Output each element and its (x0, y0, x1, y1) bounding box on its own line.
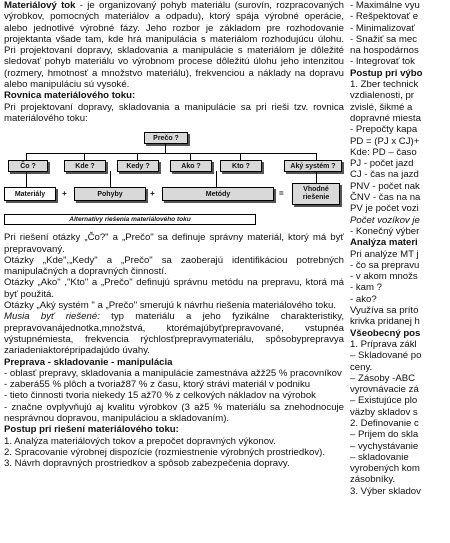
box-vhodne-riesenie: Vhodné riešenie (292, 183, 340, 205)
bullet-2: - zaberá55 % plôch a tvoriaž87 % z času, ktorý strávi materiál v podniku (4, 379, 311, 391)
right-line: Využíva sa príto (350, 305, 419, 317)
paragraph-4: Otázky „Ako" ,"Kto" a „Prečo" definujú správnu metódu na prepravu, ktorá má byť použitá. (4, 277, 344, 300)
right-line: ČNV - čas na na (350, 192, 421, 204)
right-line: PV je počet vozi (350, 203, 419, 215)
right-line: - ako? (350, 293, 377, 305)
paragraph-3: Otázky „Kde",„Kedy" a „Prečo" sa zaoberajú identifikáciou potrebných manipulačných a dopravných činností. (4, 254, 344, 278)
right-line: Kde: PD – časo (350, 146, 417, 158)
right-heading-postup: Postup pri výbo (350, 67, 423, 79)
right-line: – Zásoby -ABC (350, 372, 416, 384)
heading-equation: Rovnica materiálového toku: (4, 90, 136, 102)
bullet-3: - tieto činnosti tvoria niekedy 15 až70 % z celkových nákladov na výrobok (4, 390, 316, 402)
right-line: - Maximálne vyu (350, 0, 420, 11)
right-line: PNV - počet nak (350, 180, 420, 192)
right-line: – vychystávanie (350, 440, 419, 452)
right-line: PD = (PJ x CJ)+ (350, 135, 420, 147)
plus-sign: + (62, 189, 67, 199)
paragraph-6-text: typ materiálu a jeho fyzikálne charakteristiky, prepravovanájednotka,množstvá, ktorémajúbyťprepravované, vstupnéa výstupnémiesta, frekvencia rýchlosťprepravymateriálu, spôsobyprepravya zariadeniaktorépripadajúdo úvahy. (4, 311, 344, 357)
box-metody: Metódy (162, 187, 274, 201)
term-material-flow: Materiálový tok (4, 0, 76, 11)
right-line: – Skladované po (350, 350, 422, 362)
step-3: 3. Návrh dopravných prostriedkov a spôsob zabezpečenia dopravy. (4, 458, 290, 470)
box-ako: Ako ? (170, 160, 212, 172)
right-line: – Existujúce plo (350, 395, 418, 407)
right-line: väzby skladov s (350, 406, 418, 418)
right-line: - Konečný výber (350, 225, 420, 237)
box-kde: Kde ? (64, 160, 106, 172)
right-line: zvislé, šikmé a (350, 101, 413, 113)
plus-sign: + (150, 189, 155, 199)
left-column (4, 0, 344, 543)
box-co: Čo ? (8, 160, 48, 172)
right-line: - Snažiť sa mec (350, 33, 418, 45)
right-line: - v akom množs (350, 271, 418, 283)
right-line: - čo sa prepravu (350, 259, 420, 271)
right-line: – Prijem do skla (350, 429, 419, 441)
right-line: vyrovnávacie zá (350, 384, 419, 396)
box-kto: Kto ? (220, 160, 262, 172)
right-heading-vseobecny: Všeobecný pos (350, 327, 421, 339)
right-line: - Integrovať tok (350, 56, 415, 68)
right-line: vzdialenosti, pr (350, 90, 414, 102)
right-line: – skladovanie (350, 451, 409, 463)
box-kedy: Kedy ? (117, 160, 159, 172)
right-column (350, 0, 450, 543)
paragraph-equation: Pri projektovaní dopravy, skladovania a manipulácie sa pri rieši tzv. rovnica materiálového toku: (4, 101, 344, 124)
box-preco: Prečo ? (144, 132, 188, 144)
definition-text: - je organizovaný pohyb materiálu (surovín, rozpracovaných výrobkov, pomocných materiálov a odpadu), ktorý spája výrobné operácie, alebo jednotlivé výrobné fázy. Jeho rozbor je základom pre rozhodovanie projektanta všade tam, kde hrá manipulácia s materiálom rozhodujúcu úlohu. Pri projektovaní dopravy, skladovania a manipulácie s materiálom je dôležité sledovať pohyb materiálu vo výrobnom procese dôležitú úlohu jeho intenzitou (rozmery, hmotnosť a množstvo materiálu), frekvenciou a náklady na dopravu alebo manipuláciu sú vysoké. (4, 0, 344, 91)
right-line: 3. Výber skladov (350, 485, 421, 497)
box-pohyby: Pohyby (74, 187, 146, 201)
right-line: 2. Definovanie c (350, 417, 419, 429)
right-line: vyrobených kom (350, 463, 420, 475)
bullet-4: - značne ovplyvňujú aj kvalitu výrobkov (3 až5 % materiálu sa znehodnocuje nesprávnou dopravou, manipuláciou a skladovaním). (4, 401, 344, 425)
right-line: - Rešpektovať e (350, 11, 419, 23)
right-line: 1. Zber technick (350, 79, 419, 91)
paragraph-material-flow (4, 0, 344, 90)
material-flow-diagram (4, 130, 342, 228)
heading-transport: Preprava - skladovanie - manipulácia (4, 356, 173, 368)
equals-sign: = (279, 189, 284, 199)
right-heading-analyza: Analýza materi (350, 237, 418, 249)
right-line: - kam ? (350, 282, 382, 294)
italic-lead: Musia byť riešené: (4, 311, 100, 323)
right-line: na hospodárnos (350, 45, 419, 57)
right-line: CJ - čas na jazd (350, 169, 419, 181)
paragraph-6 (4, 311, 344, 356)
right-line: - Prepočty kapa (350, 124, 418, 136)
right-line: dopravné miesta (350, 112, 421, 124)
paragraph-2: Pri riešení otázky „Čo?" a „Prečo" sa definuje správny materiál, ktorý má byť prepravovaný. (4, 232, 344, 255)
heading-procedure: Postup pri riešení materiálového toku: (4, 424, 179, 436)
step-1: 1. Analýza materiálových tokov a prepočet dopravných výkonov. (4, 435, 276, 447)
right-line: PJ - počet jazd (350, 158, 414, 170)
right-italic-line: Počet vozíkov je (350, 214, 420, 226)
right-line: zásobníky. (350, 474, 396, 486)
paragraph-5: Otázky „Aký systém " a „Prečo" smerujú k návrhu riešenia materiálového toku. (4, 300, 337, 312)
right-line: 1. Príprava zákl (350, 338, 417, 350)
right-line: krivka pridanej h (350, 316, 420, 328)
alternatives-arrow: Alternatívy riešenia materiálového toku (4, 214, 256, 225)
bullet-1: - oblasť prepravy, skladovania a manipulácie zamestnáva ažž25 % pracovníkov (4, 367, 342, 379)
step-2: 2. Spracovanie výrobnej dispozície (rozmiestnenie výrobných prostriedkov). (4, 446, 326, 458)
right-line: - Minimalizovať (350, 22, 415, 34)
box-materialy: Materiály (4, 187, 56, 201)
right-line: Pri analýze MT j (350, 248, 419, 260)
right-line: ceny. (350, 361, 373, 373)
box-aky-system: Aký systém ? (284, 160, 342, 172)
